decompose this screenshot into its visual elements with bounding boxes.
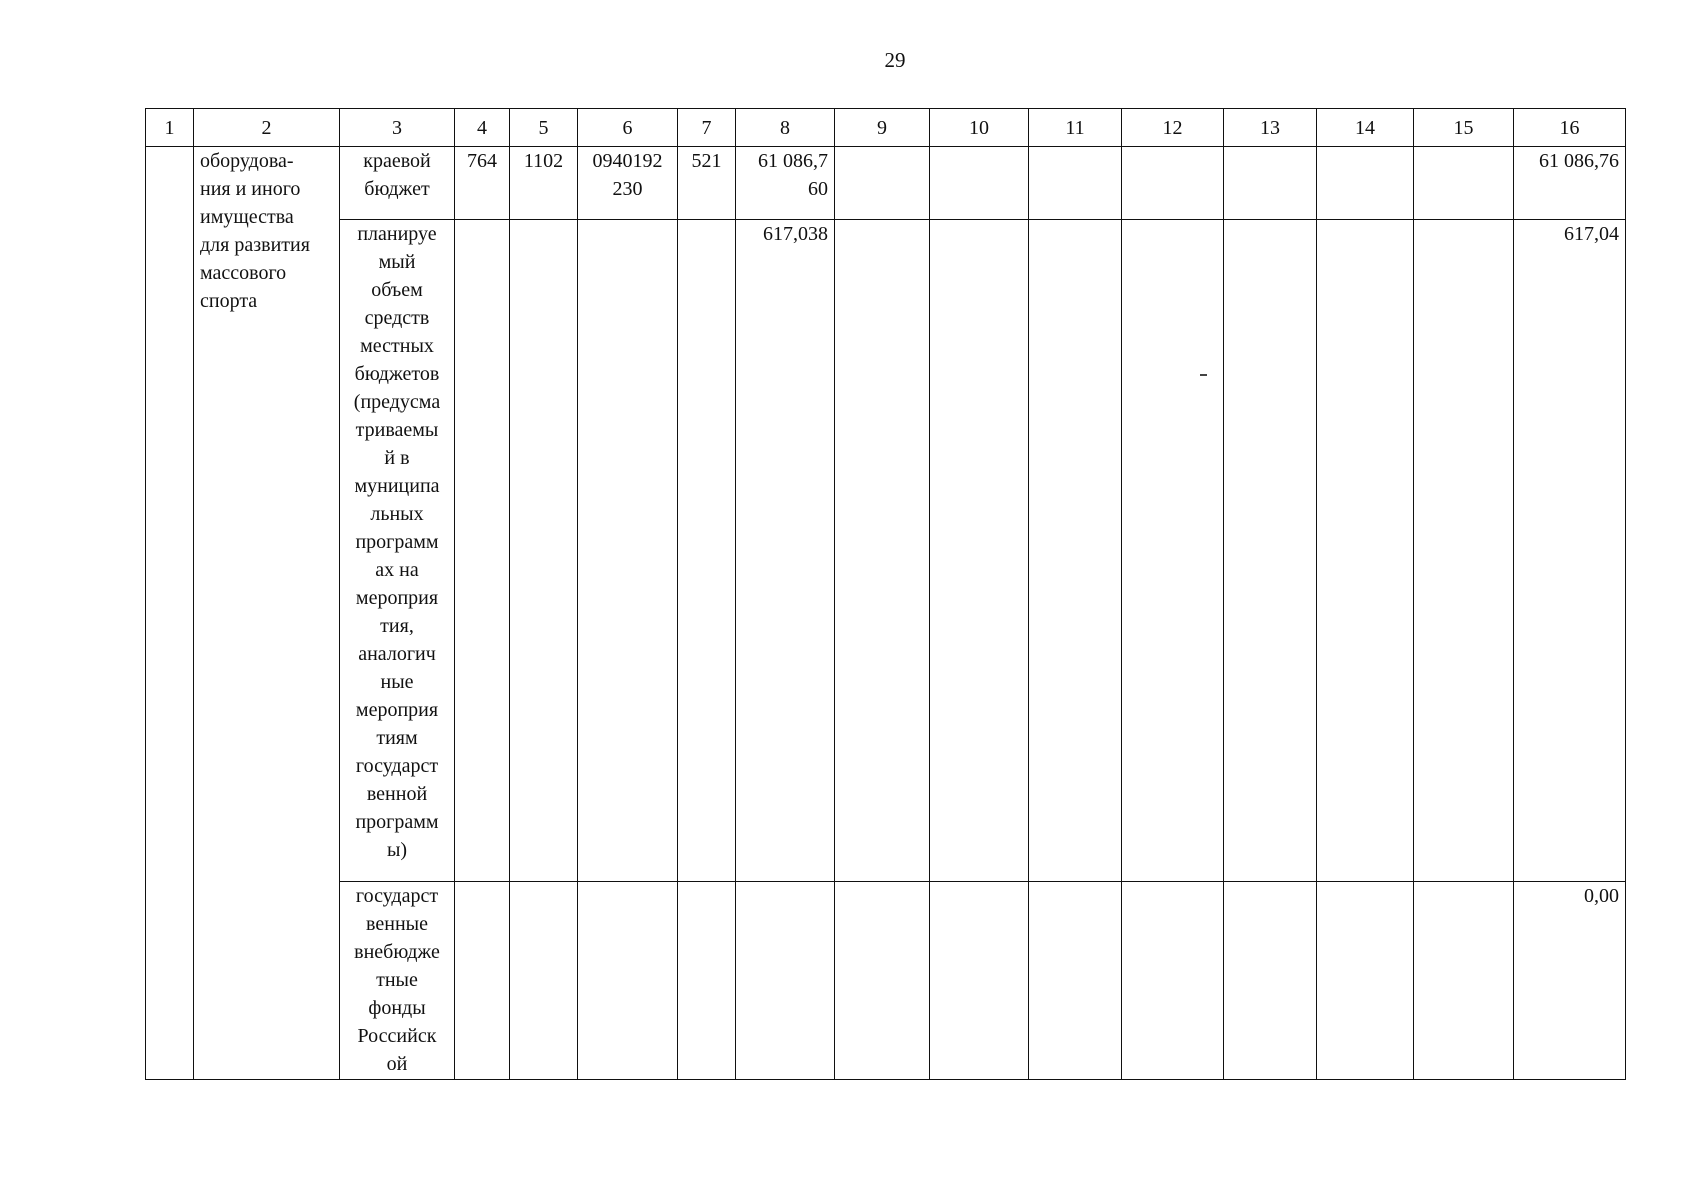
budget-table bbox=[145, 108, 1626, 1080]
col-header: 6 bbox=[578, 109, 678, 147]
col-header: 2 bbox=[194, 109, 340, 147]
cell-col6 bbox=[578, 220, 678, 882]
cell-col7 bbox=[678, 220, 736, 882]
cell-col4 bbox=[455, 220, 510, 882]
cell-col10 bbox=[930, 882, 1029, 1080]
cell-col10 bbox=[930, 147, 1029, 220]
cell-col8: 617,038 bbox=[736, 220, 835, 882]
cell-col5 bbox=[510, 220, 578, 882]
page-number: 29 bbox=[884, 48, 906, 72]
col-header: 15 bbox=[1414, 109, 1514, 147]
col-header: 1 bbox=[146, 109, 194, 147]
col-header: 16 bbox=[1514, 109, 1626, 147]
scan-speck bbox=[1200, 374, 1207, 376]
cell-col4: 764 bbox=[455, 147, 510, 220]
col-header: 12 bbox=[1122, 109, 1224, 147]
cell-col12 bbox=[1122, 147, 1224, 220]
column-number-row bbox=[146, 109, 1626, 147]
cell-col7 bbox=[678, 882, 736, 1080]
cell-col6 bbox=[578, 882, 678, 1080]
cell-col13 bbox=[1224, 220, 1317, 882]
cell-col13 bbox=[1224, 882, 1317, 1080]
table-row bbox=[146, 882, 1626, 1080]
cell-col11 bbox=[1029, 147, 1122, 220]
col-header: 4 bbox=[455, 109, 510, 147]
cell-col16: 617,04 bbox=[1514, 220, 1626, 882]
col-header: 11 bbox=[1029, 109, 1122, 147]
col-header: 9 bbox=[835, 109, 930, 147]
cell-col7: 521 bbox=[678, 147, 736, 220]
cell-col16: 0,00 bbox=[1514, 882, 1626, 1080]
cell-col8 bbox=[736, 882, 835, 1080]
col-header: 5 bbox=[510, 109, 578, 147]
col-header: 8 bbox=[736, 109, 835, 147]
cell-col9 bbox=[835, 220, 930, 882]
cell-col9 bbox=[835, 147, 930, 220]
measure-name-cell bbox=[194, 147, 340, 1080]
cell-col6: 0940192 230 bbox=[578, 147, 678, 220]
cell-col5 bbox=[510, 882, 578, 1080]
measure-name: оборудова- ния и иного имущества для развития массового спорта bbox=[200, 150, 310, 312]
cell-col11 bbox=[1029, 882, 1122, 1080]
cell-col16: 61 086,76 bbox=[1514, 147, 1626, 220]
cell-col13 bbox=[1224, 147, 1317, 220]
cell-col12 bbox=[1122, 882, 1224, 1080]
cell-col11 bbox=[1029, 220, 1122, 882]
cell-col15 bbox=[1414, 220, 1514, 882]
cell-col15 bbox=[1414, 147, 1514, 220]
cell-col9 bbox=[835, 882, 930, 1080]
source-cell: планируе мый объем средств местных бюджетов (предусма триваемы й в муниципа льных программ ах на мероприя тия, аналогич ные мероприя тиям государст венной программ ы) bbox=[340, 220, 455, 882]
table-row bbox=[146, 220, 1626, 882]
col-header: 13 bbox=[1224, 109, 1317, 147]
cell-col12 bbox=[1122, 220, 1224, 882]
table-row bbox=[146, 147, 1626, 220]
cell-col14 bbox=[1317, 882, 1414, 1080]
cell-col14 bbox=[1317, 220, 1414, 882]
col-header: 10 bbox=[930, 109, 1029, 147]
source-cell: краевой бюджет bbox=[340, 147, 455, 220]
col-header: 14 bbox=[1317, 109, 1414, 147]
source-cell: государст венные внебюдже тные фонды Российск ой bbox=[340, 882, 455, 1080]
cell-col4 bbox=[455, 882, 510, 1080]
col-header: 7 bbox=[678, 109, 736, 147]
cell-col8: 61 086,7 60 bbox=[736, 147, 835, 220]
cell-col5: 1102 bbox=[510, 147, 578, 220]
row-number-cell bbox=[146, 147, 194, 1080]
cell-col10 bbox=[930, 220, 1029, 882]
cell-col15 bbox=[1414, 882, 1514, 1080]
cell-col14 bbox=[1317, 147, 1414, 220]
col-header: 3 bbox=[340, 109, 455, 147]
